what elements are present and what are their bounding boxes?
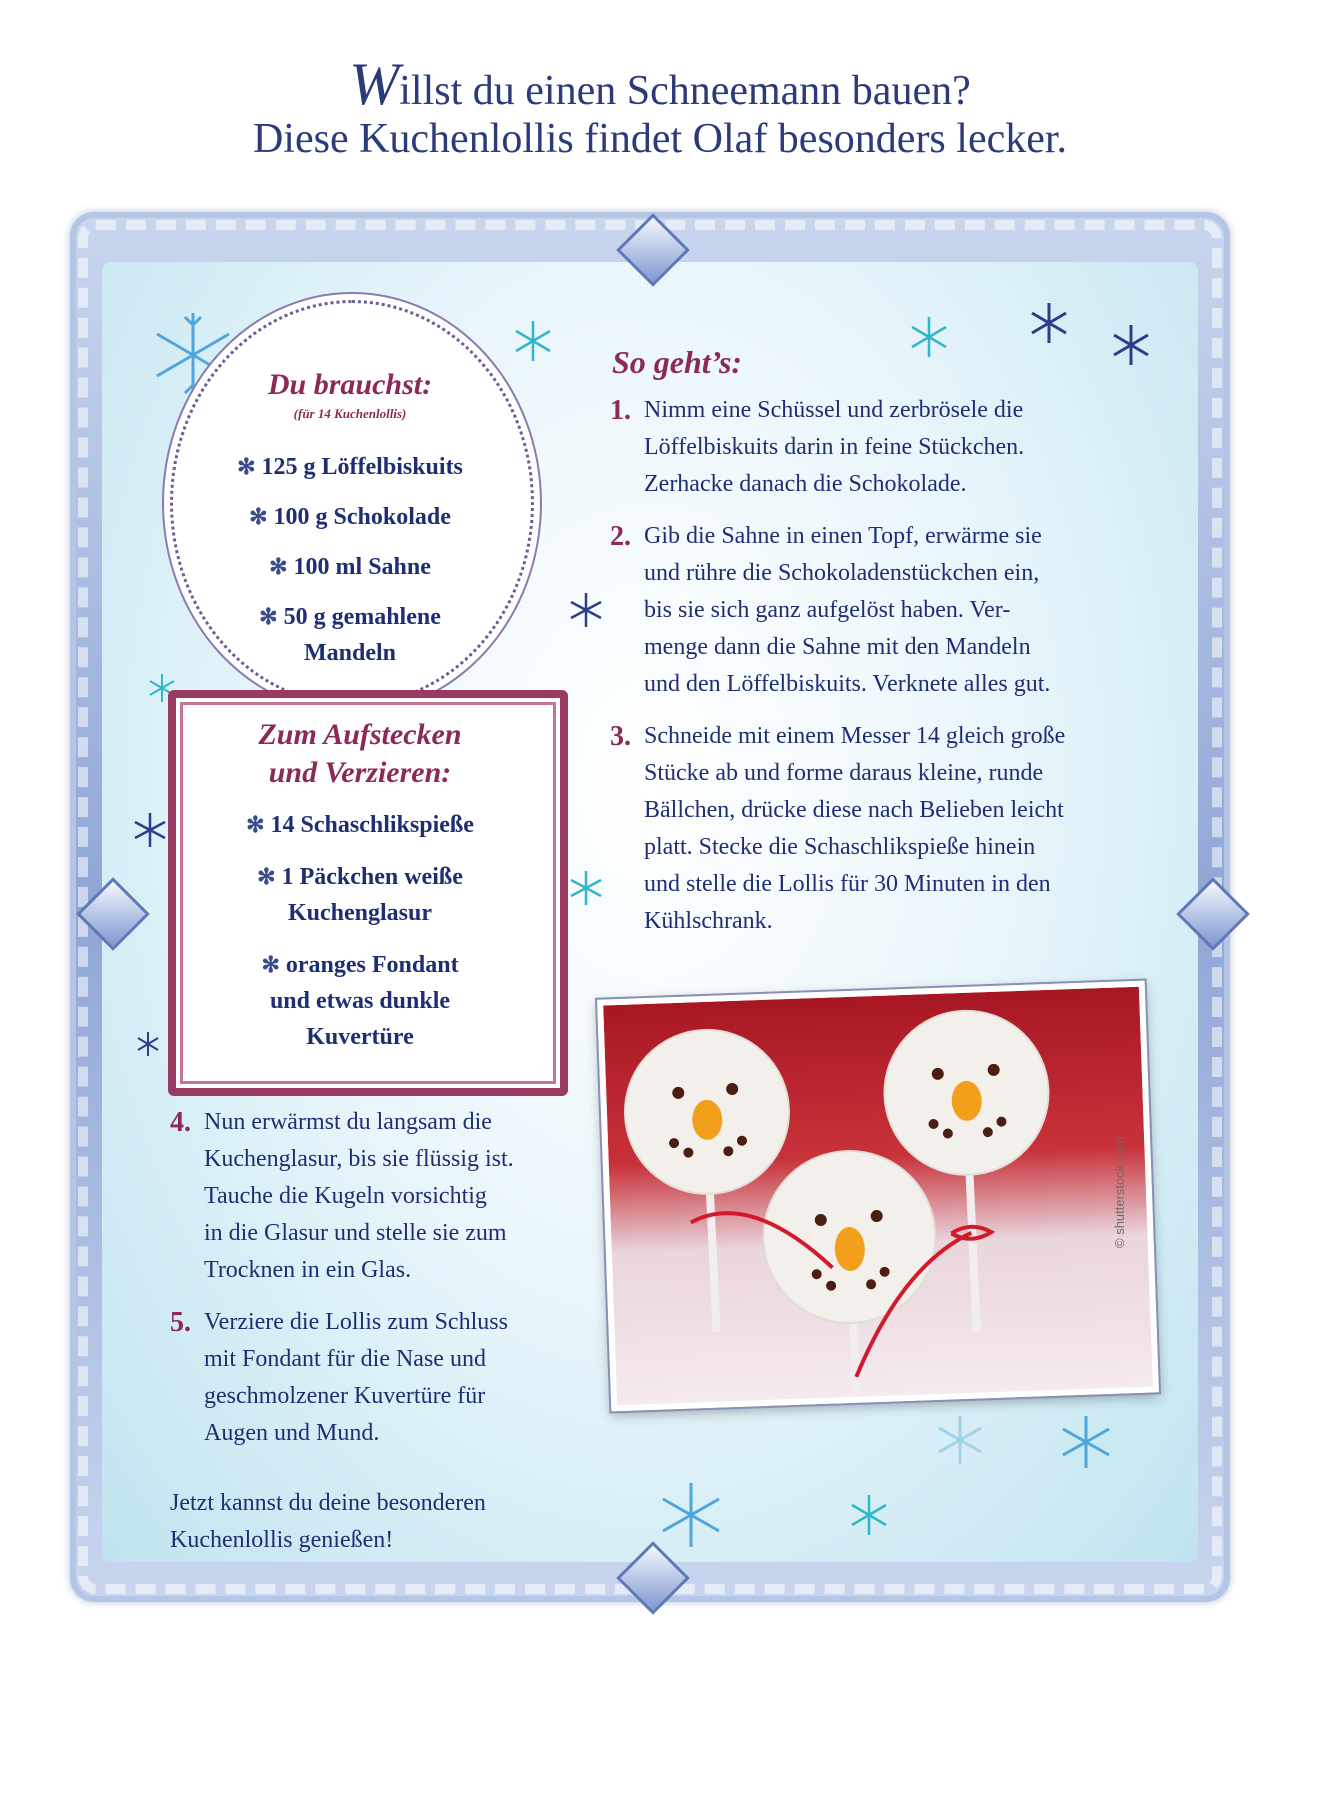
snowflake-bullet-icon: ✻ bbox=[237, 454, 256, 479]
snowflake-icon bbox=[134, 1030, 162, 1058]
decoration-item-continued: und etwas dunkle bbox=[269, 988, 451, 1014]
ingredient-item: ✻ 125 g Löffelbiskuits bbox=[237, 454, 463, 480]
decoration-item-continued: Kuchenglasur bbox=[287, 900, 433, 926]
step-5: 5. Verziere die Lollis zum Schluss mit Fondant für die Nase und geschmolzener Kuvertüre für Augen und Mund. bbox=[170, 1304, 610, 1452]
ingredient-item-continued: Mandeln bbox=[303, 640, 396, 666]
snowflake-icon bbox=[1108, 322, 1154, 368]
title-initial: W bbox=[349, 51, 400, 117]
snowflake-icon bbox=[566, 590, 606, 630]
snowflake-icon bbox=[130, 810, 170, 850]
snowflake-icon bbox=[1026, 300, 1072, 346]
ingredient-item: ✻ 100 g Schokolade bbox=[249, 504, 451, 530]
step-2: 2. Gib die Sahne in einen Topf, erwärme sie und rühre die Schokoladenstückchen ein, bis sie sich ganz aufgelöst haben. Ver- menge dann die Sahne mit den Mandeln und den Löffelbiskuits. Verknete alles gut. bbox=[610, 518, 1170, 703]
step-number: 3. bbox=[610, 721, 631, 752]
snowman-cake-pops-image bbox=[603, 987, 1153, 1405]
photo-credit: © shutterstock.com bbox=[1112, 1136, 1127, 1248]
snowflake-bullet-icon: ✻ bbox=[269, 554, 288, 579]
decoration-item: ✻ 1 Päckchen weiße bbox=[257, 864, 463, 890]
step-1: 1. Nimm eine Schüssel und zerbrösele die Löffelbiskuits darin in feine Stückchen. Zerhacke danach die Schokolade. bbox=[610, 392, 1170, 503]
step-number: 2. bbox=[610, 521, 631, 552]
instructions-heading: So geht’s: bbox=[612, 344, 743, 380]
ingredients-subheading: (für 14 Kuchenlollis) bbox=[293, 406, 407, 421]
cake-pops-photo bbox=[597, 981, 1159, 1412]
snowflake-bullet-icon: ✻ bbox=[257, 864, 276, 889]
step-number: 5. bbox=[170, 1307, 191, 1338]
decoration-heading-line-1: Zum Aufstecken bbox=[258, 718, 462, 751]
snowflake-icon bbox=[932, 1412, 988, 1468]
ingredient-item: ✻ 50 g gemahlene bbox=[259, 604, 441, 630]
closing-text: Jetzt kannst du deine besonderen Kuchenlollis genießen! bbox=[170, 1490, 486, 1553]
snowflake-bullet-icon: ✻ bbox=[249, 504, 268, 529]
snowflake-bullet-icon: ✻ bbox=[261, 952, 280, 977]
snowflake-bullet-icon: ✻ bbox=[246, 812, 265, 837]
decoration-item: ✻ 14 Schaschlikspieße bbox=[246, 812, 474, 838]
decoration-item: ✻ oranges Fondant bbox=[261, 952, 459, 978]
title-line-1-text: illst du einen Schneemann bauen? bbox=[399, 68, 971, 114]
step-number: 4. bbox=[170, 1107, 191, 1138]
snowflake-icon bbox=[1056, 1412, 1116, 1472]
title-line-1 bbox=[0, 51, 1320, 117]
snowflake-icon bbox=[510, 318, 556, 364]
step-number: 1. bbox=[610, 395, 631, 426]
ingredients-heading: Du brauchst: bbox=[267, 368, 433, 401]
page-title bbox=[0, 51, 1320, 163]
decoration-heading-line-2: und Verzieren: bbox=[268, 756, 452, 789]
step-4: 4. Nun erwärmst du langsam die Kuchenglasur, bis sie flüssig ist. Tauche die Kugeln vorsichtig in die Glasur und stelle sie zum Trocknen in ein Glas. bbox=[170, 1104, 610, 1289]
decoration-item-continued: Kuvertüre bbox=[306, 1024, 414, 1050]
title-line-2: Diese Kuchenlollis findet Olaf besonders lecker. bbox=[252, 116, 1068, 162]
ingredient-item: ✻ 100 ml Sahne bbox=[269, 554, 431, 580]
snowflake-icon bbox=[846, 1492, 892, 1538]
snowflake-icon bbox=[566, 868, 606, 908]
snowflake-icon bbox=[906, 314, 952, 360]
step-3: 3. Schneide mit einem Messer 14 gleich große Stücke ab und forme daraus kleine, runde Bällchen, drücke diese nach Belieben leicht platt. Stecke die Schaschlikspieße hinein und stelle die Lollis für 30 Minuten in den Kühlschrank. bbox=[610, 718, 1170, 940]
snowflake-bullet-icon: ✻ bbox=[259, 604, 278, 629]
snowflake-icon bbox=[656, 1480, 726, 1550]
